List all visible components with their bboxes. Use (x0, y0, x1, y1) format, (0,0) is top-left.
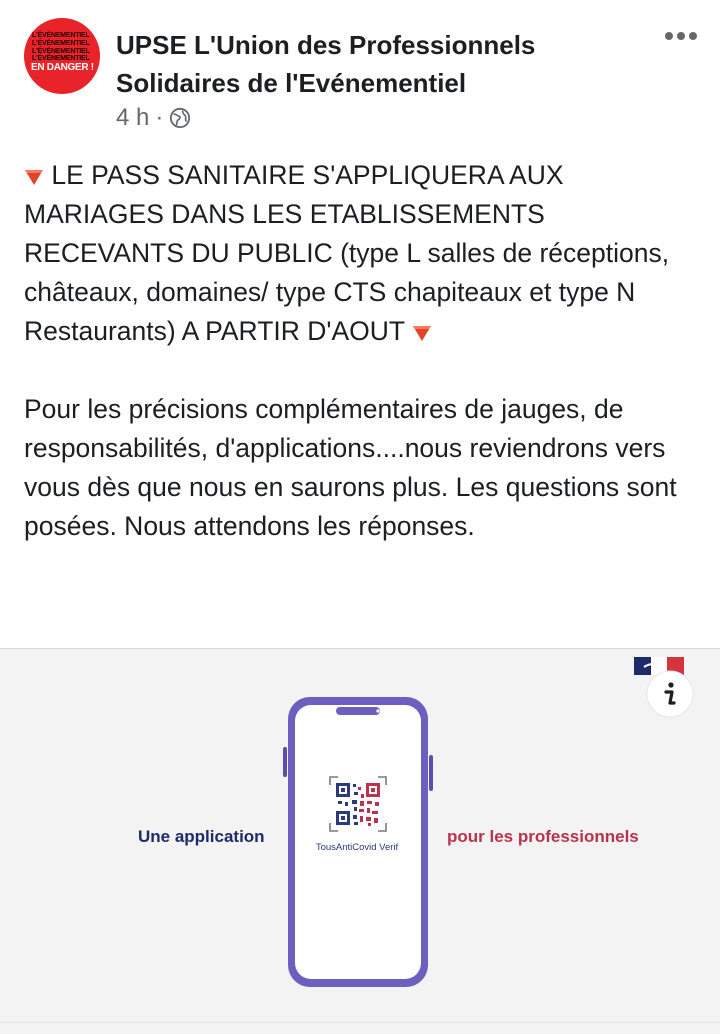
avatar-line-4: L'ÉVÉNEMENTIEL (32, 55, 90, 62)
post-meta (116, 104, 191, 132)
globe-icon[interactable] (169, 107, 191, 129)
avatar-line-3: L'ÉVÉNEMENTIEL (32, 48, 90, 55)
post-paragraph-1 (24, 156, 704, 351)
meta-separator: · (155, 104, 164, 131)
info-icon[interactable] (646, 670, 694, 718)
post-message (24, 156, 704, 546)
post-paragraph-2: Pour les précisions complémentaires de jauges, de responsabilités, d'applications....nous reviendrons vers vous dès que nous en saurons plus. Les questions sont posées. Nous attendons les réponses. (24, 394, 677, 541)
divider (0, 1022, 720, 1023)
paragraph-1-text: LE PASS SANITAIRE S'APPLIQUERA AUX MARIAGES DANS LES ETABLISSEMENTS RECEVANTS DU PUBLIC (type L salles de réceptions, châteaux, domaines/ type CTS chapiteaux et type N Restaurants) A PARTIR D'AOUT (24, 160, 670, 346)
post-timestamp[interactable]: 4 h (116, 104, 150, 131)
media-label-right: pour les professionnels (447, 827, 639, 846)
avatar-line-2: L'ÉVÉNEMENTIEL (32, 40, 90, 47)
qr-code-icon (330, 777, 386, 831)
red-triangle-down-icon (412, 324, 432, 342)
avatar-line-1: L'ÉVÉNEMENTIEL (32, 32, 90, 39)
more-options-icon[interactable] (664, 28, 698, 44)
page-avatar[interactable] (24, 18, 100, 94)
avatar-big-text: EN DANGER ! (31, 62, 94, 73)
red-triangle-down-icon (24, 168, 44, 186)
app-name-label: TousAntiCovid Verif (315, 842, 399, 853)
page-name-link[interactable]: UPSE L'Union des Professionnels Solidaires de l'Evénementiel (116, 30, 536, 98)
post-media-image[interactable] (0, 648, 720, 1034)
media-label-left: Une application (138, 827, 265, 846)
post-header (0, 0, 720, 150)
